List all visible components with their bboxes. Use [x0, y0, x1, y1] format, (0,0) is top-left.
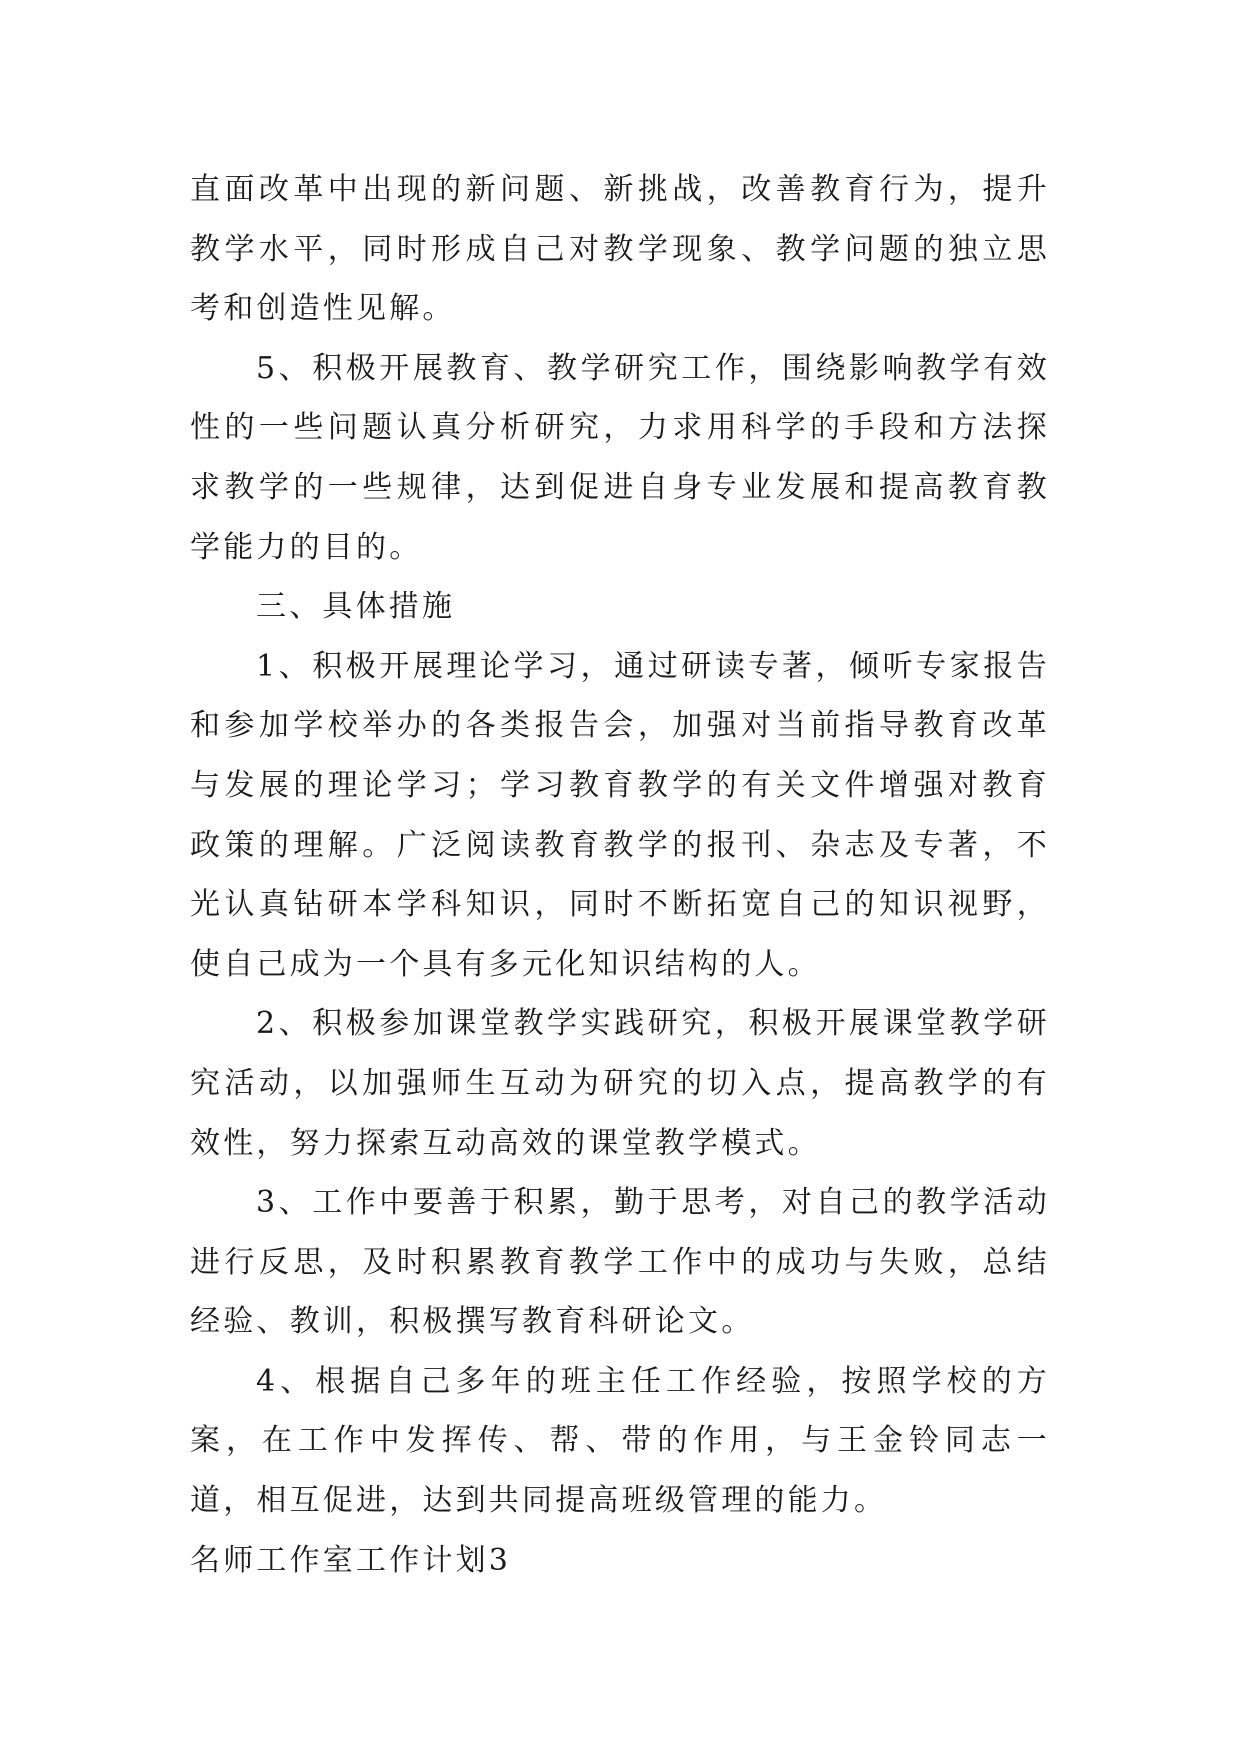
paragraph-item-3: 3、工作中要善于积累，勤于思考，对自己的教学活动进行反思，及时积累教育教学工作中的成功与失败，总结经验、教训，积极撰写教育科研论文。: [190, 1185, 1050, 1340]
section-heading-measures: 三、具体措施: [256, 589, 456, 625]
document-body: [190, 160, 1050, 1590]
paragraph-item-2: 2、积极参加课堂教学实践研究，积极开展课堂教学研究活动，以加强师生互动为研究的切入点，提高教学的有效性，努力探索互动高效的课堂教学模式。: [190, 1006, 1050, 1161]
paragraph-item-5: 5、积极开展教育、教学研究工作，围绕影响教学有效性的一些问题认真分析研究，力求用科学的手段和方法探求教学的一些规律，达到促进自身专业发展和提高教育教学能力的目的。: [190, 350, 1050, 565]
paragraph-continuation: 直面改革中出现的新问题、新挑战，改善教育行为，提升教学水平，同时形成自己对教学现象、教学问题的独立思考和创造性见解。: [190, 172, 1050, 327]
document-title-next: 名师工作室工作计划3: [190, 1542, 512, 1578]
paragraph-item-1: 1、积极开展理论学习，通过研读专著，倾听专家报告和参加学校举办的各类报告会，加强对当前指导教育改革与发展的理论学习；学习教育教学的有关文件增强对教育政策的理解。广泛阅读教育教学的报刊、杂志及专著，不光认真钻研本学科知识，同时不断拓宽自己的知识视野，使自己成为一个具有多元化知识结构的人。: [190, 648, 1050, 982]
paragraph-item-4: 4、根据自己多年的班主任工作经验，按照学校的方案，在工作中发挥传、帮、带的作用，与王金铃同志一道，相互促进，达到共同提高班级管理的能力。: [190, 1363, 1050, 1519]
